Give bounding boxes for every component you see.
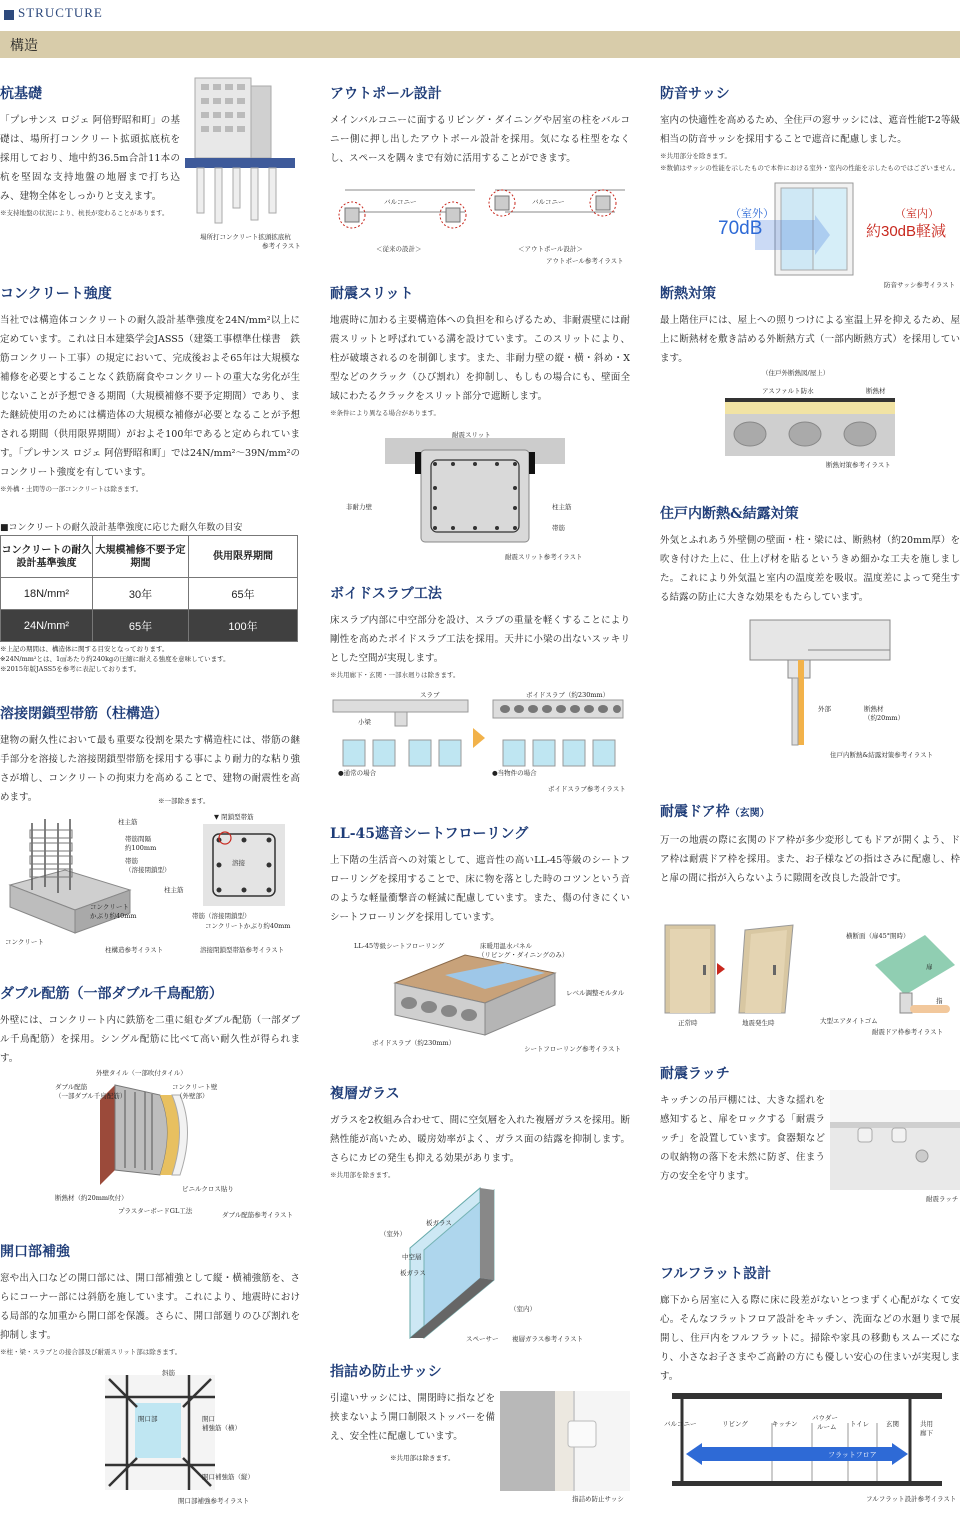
slit-title: 耐震スリット — [330, 286, 414, 302]
sash-note-1: ※共用部分を除きます。 — [660, 152, 731, 160]
door-title-sub: （玄関） — [729, 808, 770, 819]
flat-room: 玄関 — [886, 1420, 899, 1428]
ll45-title: LL-45遮音シートフローリング — [330, 826, 529, 842]
outpole-caption: アウトポール参考イラスト — [546, 257, 624, 265]
insul-label: （住戸外断熱図/屋上） — [762, 369, 830, 377]
double-label: （外壁部） — [176, 1092, 209, 1100]
slit-section — [330, 285, 630, 418]
door-label: 地震発生時 — [742, 1019, 775, 1027]
insul-body: 最上階住戸には、屋上への照りつけによる室温上昇を抑えるため、屋上に断熱材を敷き詰める外断熱方式（一部内断熱方式）を採用しています。 — [660, 315, 960, 364]
opening-title: 開口部補強 — [0, 1244, 70, 1260]
ll45-label: （リビング・ダイニングのみ） — [478, 951, 569, 959]
welded-label: 柱主筋 — [164, 886, 184, 894]
double-caption: ダブル配筋参考イラスト — [222, 1211, 294, 1219]
opening-body: 窓や出入口などの開口部には、開口部補強として縦・横補強筋を、さらにコーナー部には斜筋を施しています。これにより、地震時における局部的な加重から開口部を保護。さらに、開口部廻りのひび割れを抑制します。 — [0, 1273, 300, 1341]
door-title — [660, 803, 960, 823]
welded-label: コンクリートかぶり約40mm — [205, 922, 291, 930]
door-title-main: 耐震ドア枠 — [660, 804, 730, 820]
void-title: ボイドスラブ工法 — [330, 586, 442, 602]
table-cell: 100年 — [189, 610, 298, 642]
flat-room: キッチン — [772, 1420, 798, 1428]
glass-body: ガラスを2枚組み合わせて、間に空気層を入れた複層ガラスを採用。断熱性能が高いため、暖房効率がよく、ガラス面の結露を抑制します。さらにカビの発生も抑える効果があります。 — [330, 1115, 630, 1164]
welded-label: コンクリート — [90, 903, 129, 911]
concrete-section — [0, 285, 300, 494]
slit-label: 耐震スリット — [452, 431, 491, 439]
door-label: 大型エアタイトゴム — [820, 1017, 878, 1025]
finger-note: ※共用部は除きます。 — [390, 1454, 455, 1462]
table-cell: 65年 — [93, 610, 189, 642]
sash-in-value: 約30dB軽減 — [866, 223, 947, 240]
welded-note: ※一部除きます。 — [158, 797, 210, 805]
glass-label: 板ガラス — [400, 1269, 426, 1277]
pile-caption-2: 参考イラスト — [262, 242, 301, 250]
ll45-label: レベル調整モルタル — [566, 989, 625, 997]
flat-caption: フルフラット設計参考イラスト — [866, 1495, 957, 1503]
table-cell: 18N/mm² — [1, 578, 93, 610]
finger-photo — [500, 1391, 630, 1491]
latch-body: キッチンの吊戸棚には、大きな揺れを感知すると、扉をロックする「耐震ラッチ」を設置しています。食器類などの収納物の落下を未然に防ぎ、住まう方の安全を守ります。 — [660, 1095, 825, 1182]
double-body: 外壁には、コンクリート内に鉄筋を二重に組むダブル配筋（一部ダブル千鳥配筋）を採用。シングル配筋に比べて高い耐久性が得られます。 — [0, 1015, 300, 1064]
welded-label: ▼ 閉鎖型帯筋 — [214, 813, 254, 821]
glass-label: 中空層 — [402, 1253, 422, 1261]
opening-illustration — [105, 1375, 215, 1490]
table-cell: 24N/mm² — [1, 610, 93, 642]
flat-title: フルフラット設計 — [660, 1266, 772, 1282]
concrete-table-title: ■コンクリートの耐久設計基準強度に応じた耐久年数の目安 — [0, 523, 243, 533]
ll45-caption: シートフローリング参考イラスト — [524, 1045, 621, 1053]
table-note-1: ※上記の期間は、構造体に関する目安となっております。 — [0, 645, 169, 653]
welded-body: 建物の耐久性において最も重要な役割を果たす構造柱には、帯筋の継手部分を溶接した溶接閉鎖型帯筋を採用する事により耐力的な粘り強さが増し、コンクリートの拘束力を高めることで、建物の耐震性を高めます。 — [0, 735, 300, 803]
cond-body: 外気とふれあう外壁側の壁面・柱・梁には、断熱材（約20mm厚）を吹き付けた上に、仕上げ材を貼るというきめ細かな工夫を施しました。これにより外気温と室内の温度差を吸収。温度差によって発生する結露の防止に大きな効果をもたらしています。 — [660, 535, 960, 603]
flat-room: トイレ — [850, 1420, 870, 1428]
cond-title: 住戸内断熱&結露対策 — [660, 506, 799, 522]
opening-label: 開口部 — [138, 1415, 158, 1423]
ll45-label: ボイドスラブ（約230mm） — [372, 1039, 456, 1047]
sash-out-label: （室外） — [730, 207, 774, 220]
glass-label: 板ガラス — [426, 1219, 452, 1227]
sash-note-2: ※数値はサッシの性能を示したもので本件における室外・室内の性能を示したものではございません。 — [660, 164, 960, 172]
latch-title: 耐震ラッチ — [660, 1066, 730, 1082]
door-label: 横断面（扉45°開時） — [846, 932, 910, 940]
welded-label: 溶接 — [232, 859, 245, 867]
opening-label: 補強筋（横） — [202, 1424, 241, 1432]
welded-label: 帯筋間隔 — [125, 835, 151, 843]
header-jp: 構造 — [10, 38, 38, 54]
double-title: ダブル配筋（一部ダブル千鳥配筋） — [0, 986, 223, 1002]
double-label: ビニルクロス貼り — [182, 1185, 234, 1193]
pile-section — [0, 85, 180, 218]
void-body: 床スラブ内部に中空部分を設け、スラブの重量を軽くすることにより剛性を高めたボイドスラブ工法を採用。天井に小梁の出ないスッキリとした空間が実現します。 — [330, 615, 630, 664]
void-label: ●当物件の場合 — [492, 769, 537, 777]
ll45-label: LL-45等級シートフローリング — [354, 942, 445, 950]
void-note: ※共用廊下・玄関・一部水廻りは除きます。 — [330, 671, 460, 679]
concrete-note: ※外構・土間等の一部コンクリートは除きます。 — [0, 485, 143, 493]
sash-out-value: 70dB — [718, 218, 763, 239]
door-label: 指 — [936, 997, 943, 1005]
slit-illustration — [385, 438, 565, 543]
void-caption: ボイドスラブ参考イラスト — [548, 785, 626, 793]
sash-in-label: （室内） — [895, 207, 939, 220]
finger-caption: 指詰め防止サッシ — [572, 1495, 624, 1503]
door-section — [660, 803, 960, 888]
pile-caption-1: 場所打コンクリート拡頭拡底杭 — [200, 233, 291, 241]
void-illustration — [333, 700, 633, 766]
table-header: コンクリートの耐久設計基準強度 — [1, 536, 93, 578]
welded-label: コンクリート — [5, 938, 44, 946]
welded-label: 約100mm — [125, 844, 157, 852]
slit-label: 帯筋 — [552, 524, 565, 532]
sound-arrow-icon — [755, 215, 875, 255]
insul-label: アスファルト防水 — [762, 387, 814, 395]
cond-illustration — [750, 620, 890, 745]
sash-section — [660, 85, 960, 173]
pile-title: 杭基礎 — [0, 86, 42, 102]
flat-arrow-label: フラットフロア — [828, 1451, 877, 1459]
table-header: 供用限界期間 — [189, 536, 298, 578]
table-header: 大規模補修不要予定期間 — [93, 536, 189, 578]
void-label: ボイドスラブ（約230mm） — [526, 691, 610, 699]
finger-section — [330, 1363, 495, 1446]
table-note-2: ※24N/mm²とは、1㎠あたり約240kgの圧縮に耐える強度を意味しています。 — [0, 655, 230, 663]
outpole-label: バルコニー — [532, 198, 565, 206]
welded-section — [0, 705, 300, 807]
void-label: ●通常の場合 — [338, 769, 377, 777]
double-label: 断熱材（約20mm吹付） — [55, 1194, 128, 1202]
welded-caption-2: 溶接閉鎖型帯筋参考イラスト — [200, 946, 285, 954]
glass-label: スペーサー — [466, 1335, 499, 1343]
floor-illustration — [395, 955, 555, 1035]
header-band — [0, 31, 960, 58]
double-section — [0, 985, 300, 1068]
finger-body: 引違いサッシには、開閉時に指などを挟まないよう開口制限ストッパーを備え、安全性に配慮しています。 — [330, 1393, 495, 1442]
cond-label: 断熱材 — [864, 705, 884, 713]
outpole-illustration — [340, 182, 630, 242]
opening-label: 開口 — [202, 1415, 215, 1423]
table-note-3: ※2015年版JASS5を参考に表記しております。 — [0, 665, 141, 673]
glass-label: （室外） — [380, 1230, 406, 1238]
welded-label: 柱主筋 — [118, 818, 138, 826]
ll45-label: 床暖用温水パネル — [480, 942, 532, 950]
opening-caption: 開口部補強参考イラスト — [178, 1497, 250, 1505]
glass-note: ※共用部を除きます。 — [330, 1171, 395, 1179]
slit-note: ※条件により異なる場合があります。 — [330, 409, 440, 417]
outpole-label: ＜従来の設計＞ — [376, 245, 422, 253]
header-en: STRUCTURE — [18, 5, 103, 20]
opening-label: 斜筋 — [162, 1369, 175, 1377]
door-label: 扉 — [926, 963, 933, 971]
table-cell: 30年 — [93, 578, 189, 610]
glass-section — [330, 1085, 630, 1180]
page-header — [0, 0, 960, 62]
double-label: 外壁タイル（一部吹付タイル） — [96, 1069, 187, 1077]
welded-label: 帯筋（溶接閉鎖型） — [192, 912, 251, 920]
glass-illustration — [410, 1188, 520, 1338]
welded-label: かぶり約40mm — [90, 912, 137, 920]
glass-label: （室内） — [510, 1305, 536, 1313]
concrete-title: コンクリート強度 — [0, 286, 112, 302]
insul-illustration — [725, 398, 895, 456]
void-label: 小梁 — [358, 718, 371, 726]
pile-note: ※支持地盤の状況により、杭長が変わることがあります。 — [0, 209, 169, 217]
flat-room: 共用 — [920, 1420, 933, 1428]
slit-caption: 耐震スリット参考イラスト — [505, 553, 583, 561]
outpole-title: アウトポール設計 — [330, 86, 442, 102]
flat-room: バルコニー — [664, 1420, 697, 1428]
outpole-label: バルコニー — [384, 198, 417, 206]
door-body: 万一の地震の際に玄関のドア枠が多少変形してもドアが開くよう、ドア枠は耐震ドア枠を採用。また、お子様などの指はさみに配慮し、枠と扉の間に指が入らないように隙間を改良した設計です。 — [660, 835, 960, 884]
header-square-icon — [4, 10, 14, 20]
latch-section — [660, 1065, 825, 1186]
finger-title: 指詰め防止サッシ — [330, 1364, 442, 1380]
glass-caption: 複層ガラス参考イラスト — [512, 1335, 584, 1343]
outpole-label: ＜アウトポール設計＞ — [518, 245, 583, 253]
flat-room: パウダー — [812, 1414, 838, 1422]
insul-caption: 断熱対策参考イラスト — [826, 461, 891, 469]
welded-label: （溶接閉鎖型） — [125, 866, 171, 874]
cond-label: （約20mm） — [864, 714, 905, 722]
slit-label: 非耐力壁 — [346, 503, 372, 511]
flat-room: ルーム — [817, 1423, 837, 1431]
ll45-section — [330, 825, 630, 927]
durability-table — [0, 535, 298, 642]
sash-body: 室内の快適性を高めるため、全住戸の窓サッシには、遮音性能T-2等級相当の防音サッシを採用することで遮音に配慮しました。 — [660, 115, 960, 145]
cond-label: 外部 — [818, 705, 831, 713]
pile-illustration — [185, 78, 310, 228]
glass-title: 複層ガラス — [330, 1086, 400, 1102]
flat-room: リビング — [722, 1420, 748, 1428]
cond-section — [660, 505, 960, 607]
sash-caption: 防音サッシ参考イラスト — [884, 281, 956, 289]
opening-section — [0, 1243, 300, 1357]
welded-caption-1: 柱構造参考イラスト — [105, 946, 164, 954]
opening-note: ※柱・梁・スラブとの接合部及び耐震スリット部は除きます。 — [0, 1348, 182, 1356]
welded-title: 溶接閉鎖型帯筋（柱構造） — [0, 706, 168, 722]
latch-caption: 耐震ラッチ — [926, 1195, 959, 1203]
double-label: コンクリート壁 — [172, 1083, 218, 1091]
ll45-body: 上下階の生活音への対策として、遮音性の高いLL-45等級のシートフローリングを採用することで、床に物を落とした時のコツンという音のような軽量衝撃音の軽減に配慮しています。また、傷の付きにくいシートフローリングを採用しています。 — [330, 855, 630, 923]
void-section — [330, 585, 630, 680]
opening-label: 開口補強筋（縦） — [202, 1473, 254, 1481]
insul-section — [660, 285, 960, 368]
door-label: 正常時 — [678, 1019, 698, 1027]
double-label: （一部ダブル千鳥配筋） — [55, 1092, 127, 1100]
flat-illustration — [672, 1393, 942, 1488]
door-illustration — [665, 925, 805, 1015]
flat-room: 廊下 — [920, 1429, 933, 1437]
double-label: プラスターボードGL工法 — [118, 1207, 193, 1215]
slit-label: 柱主筋 — [552, 503, 572, 511]
insul-label: 断熱材 — [866, 387, 886, 395]
insul-title: 断熱対策 — [660, 286, 716, 302]
void-label: スラブ — [420, 691, 440, 699]
double-label: ダブル配筋 — [55, 1083, 88, 1091]
pile-body: 「プレサンス ロジェ 阿倍野昭和町」の基礎は、場所打コンクリート拡頭拡底杭を採用しており、地中約36.5m合計11本の杭を堅固な支持地盤の地層まで打ち込み、建物全体をしっかりと支えます。 — [0, 115, 180, 202]
door-caption: 耐震ドア枠参考イラスト — [872, 1028, 944, 1036]
outpole-section — [330, 85, 630, 168]
welded-label: 帯筋 — [125, 857, 138, 865]
latch-photo — [830, 1090, 960, 1190]
cond-caption: 住戸内断熱&結露対策参考イラスト — [830, 751, 934, 759]
flat-body: 廊下から居室に入る際に床に段差がないとつまずく心配がなくて安心。そんなフラットフロア設計をキッチン、洗面などの水廻りまで展開し、住戸内をフルフラットに。掃除や家具の移動もスムーズになり、小さなお子さまやご高齢の方にも優しい安心の住まいが実現します。 — [660, 1295, 960, 1382]
outpole-body: メインバルコニーに面するリビング・ダイニングや居室の柱をバルコニー側に押し出したアウトポール設計を採用。気になる柱型をなくし、スペースを隅々まで有効に活用することができます。 — [330, 115, 630, 164]
concrete-body: 当社では構造体コンクリートの耐久設計基準強度を24N/mm²以上に定めています。これは日本建築学会JASS5（建築工事標準仕様書 鉄筋コンクリート工事）の規定において、完成後およそ65年は大規模な補修を必要とすることなく鉄筋腐食やコンクリートの重大な劣化が生じないことが予想できる期間（大規模補修不要予定期間）であり、また継続使用のためには構造体の大規模な補修が必要となることが予想される期間（供用限界期間）がおよそ100年であると定められています。「プレサンス ロジェ 阿倍野昭和町」では24N/mm²〜39N/mm²のコンクリート強度を有しています。 — [0, 315, 300, 478]
table-cell: 65年 — [189, 578, 298, 610]
door-section-illustration — [855, 935, 960, 1015]
slit-body: 地震時に加わる主要構造体への負担を和らげるため、非耐震壁には耐震スリットと呼ばれている溝を設けています。このスリットにより、柱が破壊されるのを制御します。また、非耐力壁の縦・横・斜め・X型などのクラック（ひび割れ）を抑制し、もしもの場合にも、壁面全域にわたるクラックをスリット部分で遮断します。 — [330, 315, 630, 402]
sash-title: 防音サッシ — [660, 86, 730, 102]
flat-section — [660, 1265, 960, 1386]
